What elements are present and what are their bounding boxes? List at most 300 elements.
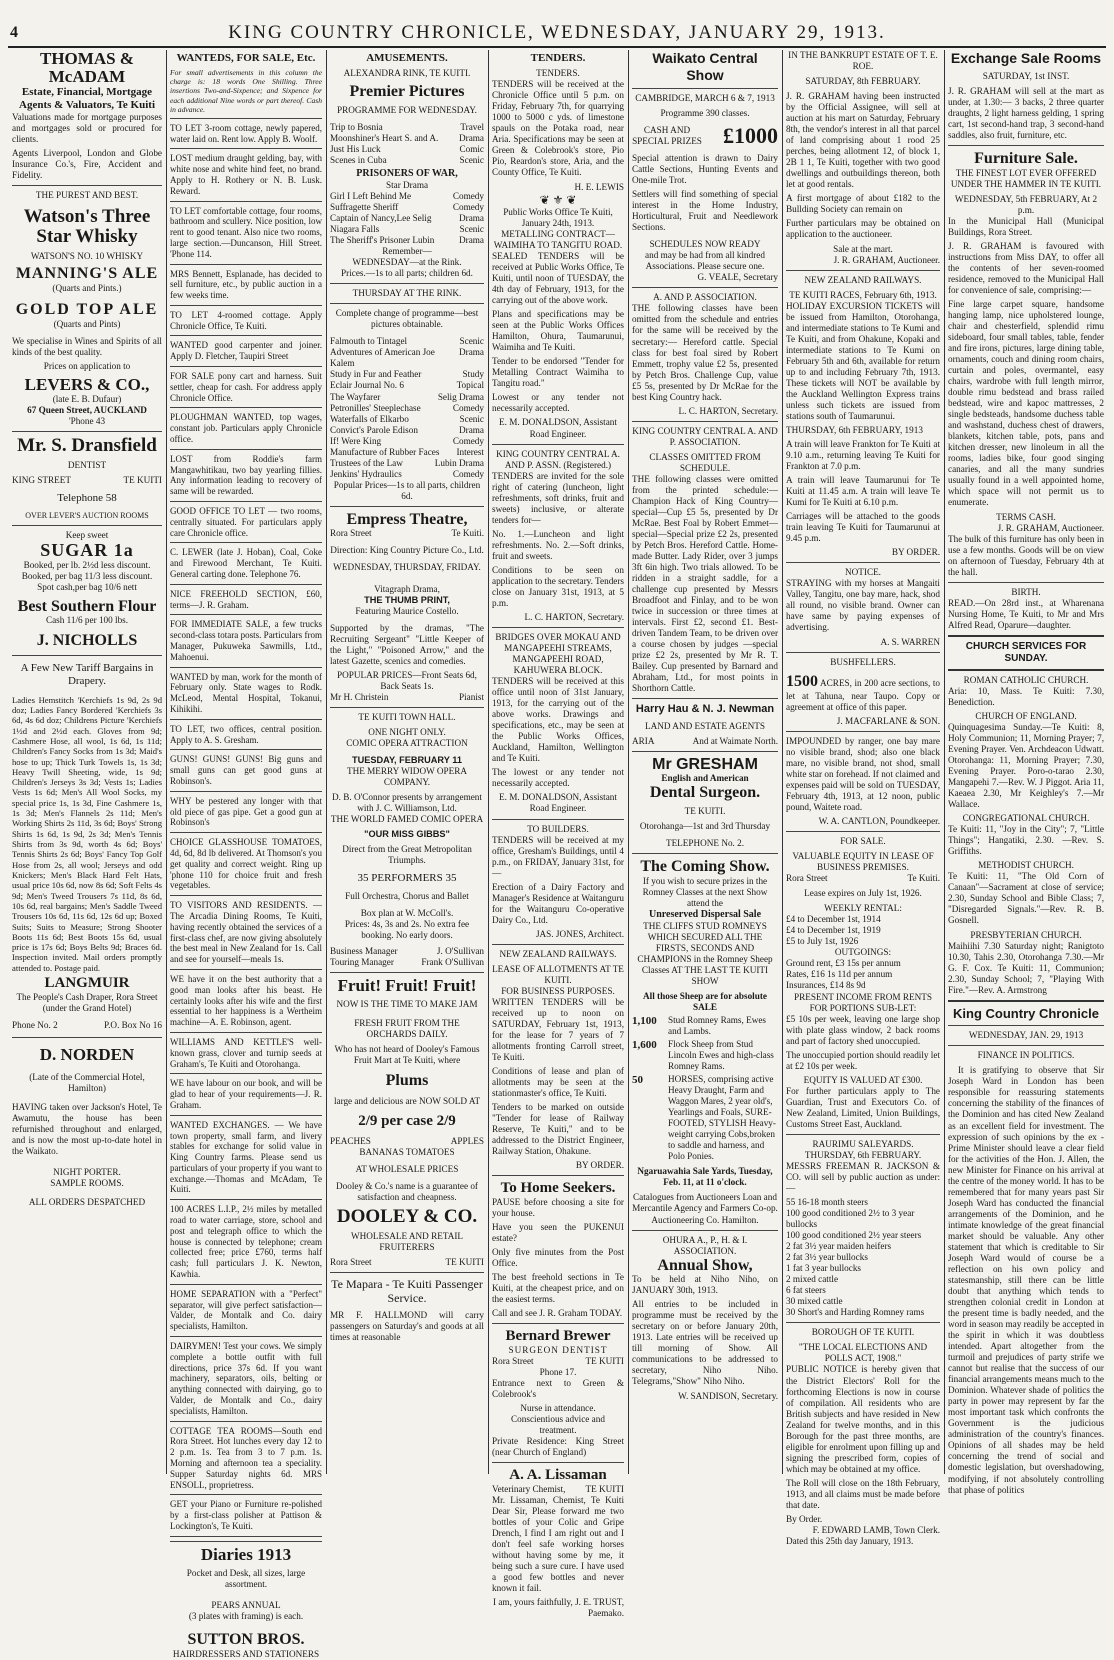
fruit-heading: Fruit! Fruit! Fruit! — [337, 975, 477, 995]
pianist-line — [330, 692, 484, 703]
acres-number: 1500 — [786, 672, 818, 690]
comic-opera: COMIC OPERA ATTRACTION — [346, 737, 468, 748]
empress-town: Te Kuiti. — [451, 528, 484, 539]
cantlon-sig: W. A. CANTLON, Poundkeeper. — [818, 816, 940, 827]
film-row — [330, 235, 484, 246]
classified-ad: LOST medium draught gelding, bay, with white nose and white hind feet, no brand. Apply to H. Rothery or N. B. Lusk. Reward. — [170, 153, 322, 196]
divider — [330, 707, 484, 708]
bushfellers: BUSHFELLERS. — [830, 656, 896, 667]
to-builders: TO BUILDERS. — [527, 823, 589, 834]
crest-icon: ❦ ⚜ ❦ — [539, 192, 577, 207]
film-row — [330, 436, 484, 447]
film-row — [330, 392, 484, 403]
tender-5-sig: JAS. JONES, Architect. — [535, 928, 624, 939]
divider — [170, 1421, 322, 1422]
secure-prizes: If you wish to secure prizes in the Romney Classes at the next Show attend the — [642, 875, 768, 908]
weekly-rental: WEEKLY RENTAL: — [824, 903, 902, 914]
classified-ad: PLOUGHMAN WANTED, top wages, constant job. Particulars apply Chronicle office. — [170, 412, 322, 445]
tender-6c: Tenders to be marked on outside "Tender for lease of Railway Reserve, Te Kuiti," and to be addressed to the District Engineer, Railway Station, Ohakune. — [492, 1102, 624, 1157]
classified-ad: WANTED by man, work for the month of February only. State wages to Rodk. McLeod, Mental Hospital, Tokanui, Kihikihi. — [170, 671, 322, 714]
call-graham: Call and see J. R. Graham TODAY. — [492, 1308, 623, 1319]
sandison-sig: W. SANDISON, Secretary. — [678, 1390, 778, 1401]
divider — [12, 655, 162, 656]
film-row — [330, 458, 484, 469]
equity-valued: EQUITY IS VALUED AT £300. — [803, 1074, 923, 1085]
make-jam: NOW IS THE TIME TO MAKE JAM — [336, 999, 478, 1010]
prisoners-of-war: PRISONERS OF WAR, — [356, 167, 458, 179]
meth-church: METHODIST CHURCH. — [978, 860, 1074, 871]
film-genre: Comedy — [452, 191, 484, 201]
further-2: For further particulars apply to The Guardian, Trust and Executors Co. of New Zealand, Limited, Union Buildings, Customs Street East, Auckland. — [786, 1085, 940, 1129]
divider — [170, 749, 322, 750]
column-1 — [8, 50, 166, 1474]
bm-name: J. O'Sullivan — [436, 945, 484, 956]
divider — [170, 969, 322, 970]
tender-3-items: No. 1.—Luncheon and light refreshments. No. 2.—Soft drinks, fruit and sweets. — [492, 528, 624, 561]
divider — [12, 431, 162, 432]
film-genre: Drama — [459, 213, 484, 224]
metalling-contract: METALLING CONTRACT—WAIMIHA TO TANGITU ROAD. — [493, 228, 623, 251]
divider — [170, 264, 322, 265]
business-purposes: FOR BUSINESS PURPOSES. — [501, 985, 615, 996]
tm-label: Touring Manager — [330, 956, 394, 967]
divider — [492, 1175, 624, 1176]
municipal-hall: In the Municipal Hall (Municipal Buildings, Rora Street. — [948, 215, 1104, 237]
gold-sub: (Quarts and Pints) — [53, 318, 121, 329]
church-services: CHURCH SERVICES FOR SUNDAY. — [965, 640, 1087, 664]
classified-ad: TO LET 3-room cottage, newly papered, water laid on. Rent low. Apply B. Woolf. — [170, 122, 322, 144]
gresham-town: TE KUITI. — [684, 805, 726, 816]
dental-surgeon: Dental Surgeon. — [649, 784, 761, 802]
film-row — [330, 213, 484, 224]
premier-pictures: Premier Pictures — [349, 83, 465, 101]
divider — [786, 1134, 940, 1135]
catalogues: Catalogues from Auctioneers Loan and Mercantile Agency and Farmers Co-op. Auctioneering Co. Hamilton. — [632, 1192, 778, 1225]
cliffs-stud: THE CLIFFS STUD ROMNEYS WHICH SECURED ALL THE FIRSTS, SECONDS AND CHAMPIONS in the Romney Sheep Classes AT THE LAST TE KUITI SHOW — [637, 920, 773, 986]
prize-amount: £1000 — [723, 122, 778, 148]
watsons-whisky: Watson's Three Star Whisky — [23, 206, 151, 248]
divider — [786, 652, 940, 653]
tender-1-sig: H. E. LEWIS — [574, 181, 624, 192]
rent-1: £4 to December 1st, 1914 — [786, 914, 881, 925]
divider — [170, 584, 322, 585]
divider — [948, 145, 1104, 146]
divider — [170, 148, 322, 149]
lease-allotments: LEASE OF ALLOTMENTS AT TE KUITI. — [492, 963, 624, 985]
column-6 — [782, 50, 944, 1546]
film-genre: Interest — [456, 446, 484, 457]
tuesday-feb-11: TUESDAY, FEBRUARY 11 — [352, 754, 462, 765]
brewer-phone: Phone 17. — [539, 1366, 577, 1377]
film-row — [330, 202, 484, 213]
orders-despatched: ALL ORDERS DESPATCHED — [28, 1197, 146, 1208]
film-row — [330, 380, 484, 391]
film-title: Petronilles' Steeplechase — [330, 402, 421, 413]
rora-town: Te Kuiti. — [907, 873, 940, 884]
film-title: Suffragette Sheriff — [330, 202, 399, 213]
divider — [786, 731, 940, 732]
notice: NOTICE. — [845, 567, 881, 578]
thursday-rink: THURSDAY AT THE RINK. — [352, 288, 462, 299]
classified-ad: COTTAGE TEA ROOMS—South end Rora Street. Hot lunches every day 12 to 2 p.m. 1s. Tea from 3 to 7 p.m. 1s. Morning and afternoon tea a speciality. Supper Saturday nights 6d. MRS ENSOLL, proprietress. — [170, 1425, 322, 1490]
schedules-sub: and may be had from all kindred Associations. Please secure one. — [645, 250, 765, 272]
tender-6b: Conditions of lease and plan of allotments may be seen at the stationmaster's office, Te Kuiti. — [492, 1066, 624, 1099]
classified-ad: TO VISITORS AND RESIDENTS. —The Arcadia Dining Rooms, Te Kuiti, having recently obtained the services of a first-class chef, are now giving absolutely the best meal in New Zealand for 1s. Call and see for yourself—meals 1s. — [170, 900, 322, 965]
coming-show: The Coming Show. — [640, 858, 770, 876]
private-residence: Private Residence: King Street (near Church of England) — [492, 1435, 624, 1458]
pres-church: PRESBYTERIAN CHURCH. — [970, 929, 1082, 940]
kcc-date: WEDNESDAY, JAN. 29, 1913 — [968, 1030, 1084, 1041]
film-genre: Lubin Drama — [434, 457, 484, 468]
thomas-mcadam-name: THOMAS & McADAM — [40, 49, 134, 86]
saturday-8th: SATURDAY, 8th FEBRUARY. — [805, 76, 921, 87]
sale-quantity: 1,100 — [632, 1014, 657, 1027]
divider — [632, 853, 778, 854]
raurimu: RAURIMU SALEYARDS. — [812, 1138, 914, 1149]
mannings-sub: (Quarts and Pints.) — [52, 282, 122, 293]
ap-assoc: A. AND P. ASSOCIATION. — [653, 292, 757, 303]
orchestra: Full Orchestra, Chorus and Ballet — [345, 891, 469, 902]
aria-line — [632, 736, 778, 747]
levers-address: 67 Queen Street, AUCKLAND — [27, 404, 147, 415]
bm-label: Business Manager — [330, 945, 398, 956]
tariff-body: Ladies Hemstitch 'Kerchiefs 1s 9d, 2s 9d doz; Ladies Fancy Bordered 'Kerchiefs 3s 6d, 4s 6d doz; Childrens Picture 'Kerchiefs 1½d and 2½d each. Gloves from 9d; Cashmere Hose, all wool, 1s 6d, 1s 11d; Children's Fancy Socks from 1s 3d; Maid's hose to up; Thick Turk Towels 1s, 1s 3d; Heavy Twill Sheeting, wide, 1s 9d; Children's Jerseys 3s 3d; Vests 1s; Ladies Vests 1s 6d; Men's All Wool Socks, my special price 1s, 1s 3d, Fine Cashmere 1s, 1s 3d; Men's Flannels 2s 11d; Men's Working Shirts 2s 11d, 3s 6d; Boys' Strong Shirts 1s 6d, 1s 9d, 2s 3d; Men's Tennis Shirts from 3s 9d, worth 4s 6d; Boys' Tennis Shirts 2s 6d; Boys' Fancy Top Golf Hose from 2s, all wool; Jerseys and odd Knickers; Men's Black Hard Felt Hats, usual price 10s 6d, now 8s 6d; Soft Felts 4s 9d; Men's Tweed Trousers 7s 11d, 8s 6d, 10s 6d, real bargains; Men's Saddle Tweed Trousers 10s 6d, 11s 6d, 12s 6d up; Boxed Suits; Suits to Measure; Strong Shooter Boots 11s 6d; Best Boots 15s 6d, usual price is 17s 6d; Boys Belts 9d; Braces 6d. Inspection invited. Mail orders promptly attended to. Postage paid. — [12, 694, 162, 973]
classified-ad: GUNS! GUNS! GUNS! Big guns and small guns can get good guns at Robinson's. — [170, 754, 322, 786]
tender-3b: Conditions to be seen on application to the secretary. Tenders close on January 31st, 1913, at 5 p.m. — [492, 564, 625, 608]
classified-ad: TO LET comfortable cottage, four rooms, bathroom and scullery. Nice position, low rent to good tenant. Also nice two rooms, large section.—Duncanson, Hill Street. 'Phone 114. — [170, 205, 322, 259]
stock-item: 2 fat 3½ year maiden heifers — [786, 1241, 892, 1252]
dooley-name: DOOLEY & CO. — [336, 1205, 478, 1227]
pukenui: Have you seen the PUKENUI estate? — [492, 1221, 624, 1244]
divider — [492, 819, 624, 820]
borough: BOROUGH OF TE KUITI. — [811, 1327, 915, 1338]
divider — [948, 582, 1104, 583]
sale-quantity: 50 — [632, 1074, 643, 1087]
sale-item — [632, 1039, 778, 1072]
divider — [170, 118, 322, 119]
unoccupied: The unoccupied portion should readily let at £2 10s per week. — [786, 1049, 940, 1071]
bushfellers-ad — [786, 672, 940, 713]
popular-prices-2: POPULAR PRICES—Front Seats 6d, Back Seats 1s. — [337, 669, 477, 691]
touring-manager — [330, 957, 484, 968]
ngaruawahia: Ngaruawahia Sale Yards, Tuesday, Feb. 11, at 11 o'clock. — [637, 1166, 773, 1188]
film-title: Trustees of the Law — [330, 457, 403, 468]
classified-ad: MRS Bennett, Esplanade, has decided to sell furniture, etc., by public auction in a few weeks time. — [170, 268, 322, 301]
plum-price: 2/9 per case 2/9 — [358, 1113, 456, 1130]
empress-theatre: Empress Theatre, — [346, 510, 468, 528]
divider — [330, 283, 484, 284]
divider — [170, 335, 322, 336]
film-row — [330, 425, 484, 436]
stock-item: 100 good conditioned 2½ year steers — [786, 1230, 922, 1241]
sale-quantity: 1,600 — [632, 1039, 657, 1052]
furniture-sale: Furniture Sale. — [974, 149, 1078, 167]
divider — [632, 421, 778, 422]
acres-body: ACRES, in 200 acre sections, to let at Tahuna, near Taupo. Copy or agreement at office of this paper. — [786, 677, 940, 712]
divider — [170, 1494, 322, 1495]
business-manager — [330, 946, 484, 957]
tender-4b: The lowest or any tender not necessarily accepted. — [492, 767, 624, 789]
train-2: A train will leave Taumarunui for Te Kuiti at 11.45 a.m. A train will leave Te Kumi for Te Kuiti at 6.10 p.m. — [786, 475, 940, 508]
lamb-sig: F. EDWARD LAMB, Town Clerk. — [812, 1524, 940, 1535]
classified-ad: WANTED EXCHANGES. — We have town property, small farm, and livery stables for exchange for solid value in King Country farms. Please send us particulars of your property if you want to exchange.—Thomas and McAdam, Te Kuiti. — [170, 1119, 322, 1195]
pres-body: Maihiihi 7.30 Saturday night; Ranigtoto 10.30, Tahis 2.30, Otorohanga 7.30.—Mr G. F. Cox. Te Kuiti: 11, Communion; 2.30, Sunday School; 7, "Playing With Fire."—Rev. A. Armstrong — [948, 940, 1104, 995]
nurse: Nurse in attendance. — [520, 1402, 596, 1413]
annual-show: Annual Show, — [657, 1256, 753, 1274]
divider — [170, 449, 322, 450]
thursday-6th: THURSDAY, 6th FEBRUARY, 1913 — [786, 424, 923, 435]
bulk-furniture: The bulk of this furniture has only been in use a few months. Goods will be on view on afternoon of Tuesday, February 4th at the hall. — [948, 533, 1104, 577]
sale-item — [632, 1015, 778, 1037]
by-order: BY ORDER. — [575, 1160, 624, 1171]
film-title: Trip to Bosnia — [330, 121, 383, 132]
divider — [492, 444, 624, 445]
divider — [170, 305, 322, 306]
kc-assn: KING COUNTRY CENTRAL A. AND P. ASSN. (Registered.) — [496, 448, 620, 470]
pow-sub: Star Drama — [385, 179, 429, 190]
oconnor-presents: D. B. O'Connor presents by arrangement with J. C. Williamson, Ltd. — [332, 792, 482, 814]
lissaman-sig: I am, yours faithfully, J. E. TRUST, Paemako. — [493, 1596, 624, 1618]
dated: Dated this 25th day January, 1913. — [786, 1535, 914, 1546]
film-row — [330, 447, 484, 458]
dentist-phone: Telephone 58 — [57, 491, 117, 504]
sugar-line-3: Spot cash,per bag 10/6 nett — [37, 581, 137, 592]
waimate-label: And at Waimate North. — [692, 735, 778, 746]
night-porter: NIGHT PORTER. — [53, 1167, 121, 1178]
divider — [492, 627, 624, 628]
divider — [786, 1322, 940, 1323]
langmuir-contact — [12, 1020, 162, 1031]
nz-railways: NEW ZEALAND RAILWAYS. — [499, 948, 617, 959]
apples: APPLES — [450, 1135, 484, 1146]
local-elections: "THE LOCAL ELECTIONS AND POLLS ACT, 1908." — [798, 1342, 928, 1364]
film-title: Jenkins' Hydraulics — [330, 468, 402, 479]
dentist-street: KING STREET — [12, 474, 71, 485]
sale-at-mart: Sale at the mart. — [833, 243, 893, 254]
film-row — [330, 144, 484, 155]
tenders-sub: TENDERS. — [536, 68, 580, 79]
vet-line — [492, 1484, 624, 1495]
surgeon-dentist: SURGEON DENTIST — [508, 1344, 608, 1355]
sale-description: HORSES, comprising active Heavy Draught, Farm and Waggon Mares, 2 year old's, Yearlings and Foals, SURE-FOOTED, STYLISH Heavy-weight carrying Cobs,broken to saddle and harness, and Polo Ponies. — [668, 1074, 776, 1162]
lissaman-letter: Mr. Lissaman, Chemist, Te Kuiti Dear Sir, Please forward me two bottles of your Colic and Gripe Drench, I find I am right out and I don't feel safe working horses without having some by me, it being such a sure cure. I have used a good few bottles and never known it fail. — [492, 1494, 624, 1593]
straying: STRAYING with my horses at Mangaiti Valley, Tangitu, one bay mare, hack, shod all round, no visible brand. Owner can have same by paying expenses of advertising. — [786, 578, 940, 633]
divider — [948, 1025, 1104, 1026]
divider — [170, 791, 322, 792]
prices-text: Prices on application to — [43, 360, 131, 371]
present-income: PRESENT INCOME FROM RENTS FOR PORTIONS SUB-LET: — [794, 991, 932, 1013]
five-minutes: Only five minutes from the Post Office. — [492, 1247, 624, 1269]
film-title: The Wayfarer — [330, 391, 381, 402]
divider — [170, 1536, 322, 1537]
remember: Remember— — [382, 246, 432, 257]
amusements-title: AMUSEMENTS. — [366, 52, 448, 64]
film-title: Scenes in Cuba — [330, 154, 387, 165]
brewer-town: TE KUITI — [585, 1355, 624, 1366]
rc-body: Aria: 10, Mass. Te Kuiti: 7.30, Benediction. — [948, 685, 1104, 707]
freeman-jackson: MESSRS FREEMAN R. JACKSON & CO. will sell by public auction as under:— — [786, 1160, 940, 1193]
stock-item: 55 16-18 month steers — [786, 1197, 868, 1208]
film-title: Falmouth to Tintagel — [330, 336, 408, 347]
annual-body: All entries to be included in programme must be received by the secretary on or before January 20th, 1913. Late entries will be received up till morning of Show. All communications to be addressed to secretary, Niho Niho. Telegrams,"Show" Niho Niho. — [632, 1299, 778, 1387]
wines-text: We specialise in Wines and Spirits of all kinds of the best quality. — [12, 335, 162, 357]
film-row — [330, 414, 484, 425]
divider — [786, 831, 940, 832]
tender-4-sig: E. M. DONALDSON, Assistant Road Engineer. — [499, 792, 617, 814]
film-genre: Comic — [459, 143, 484, 154]
meth-body: Te Kuiti: 11, "The Old Corn of Canaan"—Sacrament at close of service; 2.30, Sunday School and Bible Class; 7, "Disregarded Signals."—Rev. R. B. Gosnell. — [948, 871, 1104, 926]
stock-item: 1 fat 3 year bullocks — [786, 1263, 862, 1274]
performers: 35 PERFORMERS 35 — [357, 872, 457, 885]
nicholls-name: J. NICHOLLS — [36, 631, 138, 649]
outgoings: OUTGOINGS: — [834, 947, 892, 958]
waikato-show: Waikato Central Show — [652, 50, 758, 83]
film-title: Moonshiner's Heart S. and A. — [330, 132, 439, 143]
tender-2c: Tender to be endorsed "Tender for Metalling Contract Waimiha to Tangitu road." — [492, 356, 624, 389]
wanteds-list — [170, 123, 322, 1537]
settlers-sections: Settlers will find something of special interest in the Home Industry, Horticultural, Fruit and Needlework Sections. — [632, 189, 778, 233]
kc2-body: THE following classes were omitted from the printed schedule:— Champion Hack of King Country—special—Cup £5 5s, presented by Dr McRae. Best Foal by Robert Emmet—special—Special prize £2 2s, presented by Petch Bros. Hereford Cattle. Home-made Butter. Lady Rider, over 3 jumps 3ft 6in high. Two trials allowed. To be ridden in a straight saddle, for a challenge cup presented by Messrs Broadfoot and Finlay, and to be won twice in succession or three times at intervals. First £2, second £1. Best-driven Tandem Team, to be driven over a course chosen by judges —special prize £2 2s, presented by Mr R. T. Bailey. Cup presented by Barnard and Abraham, Ltd., for most points in Shorthorn Cattle. — [632, 473, 778, 694]
film-genre: Drama — [459, 424, 484, 435]
stock-item: 2 fat 3½ year bullocks — [786, 1252, 868, 1263]
kcc-masthead: King Country Chronicle — [953, 1005, 1099, 1021]
cash-prizes: CASH AND SPECIAL PRIZES — [632, 124, 702, 146]
lease-expires: Lease expires on July 1st, 1926. — [804, 888, 922, 899]
langmuir-phone: Phone No. 2 — [12, 1019, 58, 1030]
by-order-3: By Order. — [786, 1513, 823, 1524]
sugar-heading: SUGAR 1a — [40, 539, 134, 560]
stock-item: 30 mixed cattle — [786, 1296, 843, 1307]
exchange-body: J. R. GRAHAM will sell at the mart as under, at 1.30:— 3 backs, 2 three quarter draughts, 2 light harness gelding, 1 spring cart, 1st second-hand trap, 3 second-hand saddles, also fruit, furniture, etc. — [948, 85, 1104, 140]
film-genre: Comedy — [452, 202, 484, 213]
film-title: Adventures of American Joe Kalem — [330, 347, 435, 369]
thumb-print: THE THUMB PRINT, — [364, 594, 450, 605]
costello: Featuring Maurice Costello. — [355, 605, 459, 616]
mapara-service: Te Mapara - Te Kuiti Passenger Service. — [331, 1276, 483, 1306]
nz-railways-2: NEW ZEALAND RAILWAYS. — [804, 274, 922, 285]
rates: Rates, £16 1s 11d per annum — [786, 969, 893, 980]
watsons-10: WATSON'S NO. 10 WHISKY — [30, 251, 144, 262]
film-row — [330, 122, 484, 133]
tender-6: WRITTEN TENDERS will be received up to noon on SATURDAY, February 1st, 1913, for the lease for 7 years of 7 allotments fronting Carroll street, Te Kuiti. — [492, 996, 624, 1063]
divider — [330, 972, 484, 973]
over-levers: OVER LEVER'S AUCTION ROOMS — [25, 511, 149, 521]
our-miss-gibbs: "OUR MISS GIBBS" — [364, 829, 450, 840]
dentist-address — [12, 475, 162, 486]
world-famed: THE WORLD FAMED COMIC OPERA — [330, 814, 484, 825]
divider — [330, 506, 484, 507]
rc-church: ROMAN CATHOLIC CHURCH. — [963, 674, 1089, 685]
divider — [948, 1045, 1104, 1046]
tender-4: TENDERS will be received at this office until noon of 31st January, 1913, for the carrying out of the above works. Drawings and specifications, etc., may be seen at the Public Works Offices, Auckland, Hamilton, Wellington and Te Kuiti. — [492, 676, 624, 764]
dooley-guarantee: Dooley & Co.'s name is a guarantee of satisfaction and cheapness. — [336, 1180, 478, 1202]
programme-wed: PROGRAMME FOR WEDNESDAY. — [337, 104, 477, 115]
divider — [632, 88, 778, 89]
tender-3: TENDERS are invited for the sole right of catering (luncheon, light refreshments, soft drinks, fruit and sweets) inclusive, or alterate tenders for— — [492, 470, 624, 525]
thomas-p1: Valuations made for mortgage purposes and mortgages sold or procured for clients. — [12, 112, 162, 145]
pianist-label: Pianist — [458, 691, 484, 702]
warren-sig: A. S. WARREN — [880, 636, 940, 647]
box-plan: Box plan at W. McColl's. — [360, 908, 454, 919]
direct-from: Direct from the Great Metropolitan Triumphs. — [342, 844, 472, 866]
tender-2b: Plans and specifications may be seen at the Public Works Offices Hamilton, Ohura, Taumarunui, Waimiha and Te Kuiti. — [492, 309, 624, 353]
thursday-6th-feb: THURSDAY, 6th FEBRUARY. — [804, 1149, 922, 1160]
film-title: Girl I Left Behind Me — [330, 191, 412, 201]
wanteds-note: For small advertisements in this column the charge is: 18 words One Shilling. Three insertions Two-and-Sixpence; and Sixpence for each additional Nine words or part thereof. Cash in advance. — [170, 68, 322, 114]
aria-label: ARIA — [632, 735, 655, 746]
column-2 — [166, 50, 326, 1659]
film-genre: Scenic — [459, 336, 484, 347]
tender-1: TENDERS will be received at the Chronicle Office until 5 p.m. on Friday, February 7th, for quarrying 1000 to 5000 c yds. of limestone spauls on the Potaka road, near Aria. Specifications may be seen at Green & Colebrook's store, Pio Pio, Reardon's store, Aria, and the County Office, Te Kuiti. — [492, 79, 624, 178]
ohura-assoc: OHURA A., P., H. & I. ASSOCIATION. — [662, 1234, 748, 1256]
popular-prices: Popular Prices—1s to all parts, children 6d. — [333, 479, 481, 501]
brewer-street: Rora Street — [492, 1355, 534, 1366]
graham-favoured: J. R. GRAHAM is favoured with instructions from Miss DAY, to offer all the contents of her seven-roomed residence, removed to the Municipal Hall for convenience of sale, comprising:— — [948, 240, 1104, 295]
film-title: Manufacture of Rubber Faces — [330, 446, 440, 457]
peaches: PEACHES — [330, 1135, 371, 1146]
tm-name: Frank O'Sullivan — [421, 956, 484, 967]
vet-town: TE KUITI — [585, 1483, 624, 1494]
sutton-sub: HAIRDRESSERS AND STATIONERS — [172, 1648, 320, 1659]
finest-lot: THE FINEST LOT EVER OFFERED UNDER THE HAMMER IN TE KUITI. — [950, 167, 1102, 189]
by-order-2: BY ORDER. — [891, 547, 940, 558]
dentist-town: TE KUITI — [123, 474, 162, 485]
diaries-sub: Pocket and Desk, all sizes, large assortment. — [186, 1567, 306, 1589]
langmuir-name: LANGMUIR — [44, 975, 130, 992]
langmuir-box: P.O. Box No 16 — [104, 1019, 162, 1030]
langmuir-sub: The People's Cash Draper, Rora Street (under the Grand Hotel) — [16, 991, 158, 1013]
programme-classes: Programme 390 classes. — [660, 107, 750, 118]
ground-rent: Ground rent, £3 15s per annum — [786, 958, 901, 969]
roll-close: The Roll will close on the 18th February, 1913, and all claims must be made before that date. — [786, 1477, 940, 1510]
terms-cash: TERMS CASH. — [996, 511, 1056, 522]
first-mortgage: A first mortgage of about £182 to the Bullding Society can remain on — [786, 193, 940, 215]
stock-item: 30 Short's and Harding Romney rams — [786, 1307, 925, 1318]
classified-ad: FOR IMMEDIATE SALE, a few trucks second-class totara posts. Particulars from Manager, Pukuweka Sawmills, Ltd., Mahoenui. — [170, 619, 322, 662]
classified-ad: NICE FREEHOLD SECTION, £60, terms—J. R. Graham. — [170, 588, 322, 610]
film-genre: Scenic — [459, 154, 484, 165]
classified-ad: HOME SEPARATION with a "Perfect" separator, will give perfect satisfaction—Valder, de Montalk and Co. dairy specialists, Hamilton. — [170, 1288, 322, 1332]
te-kuiti-races: TE KUITI RACES, February 6th, 1913. — [789, 289, 937, 300]
finance-politics: FINANCE IN POLITICS. — [977, 1050, 1075, 1061]
large-delicious: large and delicious are NOW SOLD AT — [333, 1096, 481, 1106]
public-works-office: Public Works Office Te Kuiti, January 24th, 1913. — [503, 206, 613, 228]
divider — [170, 1541, 322, 1542]
ce-church: CHURCH OF ENGLAND. — [975, 710, 1077, 721]
tender-5: TENDERS will be received at my office, Gresham's Buildings, until 4 p.m., on FRIDAY, January 31st, for— — [492, 834, 624, 878]
divider — [170, 1284, 322, 1285]
divider — [170, 366, 322, 367]
opera-prices: Prices: 4s, 3s and 2s. No extra fee booking. No early doors. — [344, 919, 470, 941]
film-genre: Comedy — [452, 468, 484, 479]
cong-church: CONGREGATIONAL CHURCH. — [962, 813, 1090, 824]
film-row — [330, 336, 484, 347]
classified-ad: TO LET, two offices, central position. Apply to A. S. Gresham. — [170, 723, 322, 745]
exchange-sale-rooms: Exchange Sale Rooms — [950, 50, 1102, 66]
divider — [948, 635, 1104, 637]
film-genre: Scenic — [459, 413, 484, 424]
divider — [170, 667, 322, 668]
one-night: ONE NIGHT ONLY. — [368, 726, 446, 737]
graham-sig: J. R. GRAHAM, Auctioneer. — [833, 254, 940, 265]
sale-items — [632, 1015, 778, 1162]
levers-name: LEVERS & CO., — [24, 374, 150, 394]
film-row — [330, 347, 484, 369]
divider — [170, 832, 322, 833]
classes-omitted: CLASSES OMITTED FROM SCHEDULE. — [649, 451, 761, 473]
film-genre: Study — [462, 369, 484, 380]
sale-description: Stud Romney Rams, Ewes and Lambs. — [668, 1014, 766, 1037]
